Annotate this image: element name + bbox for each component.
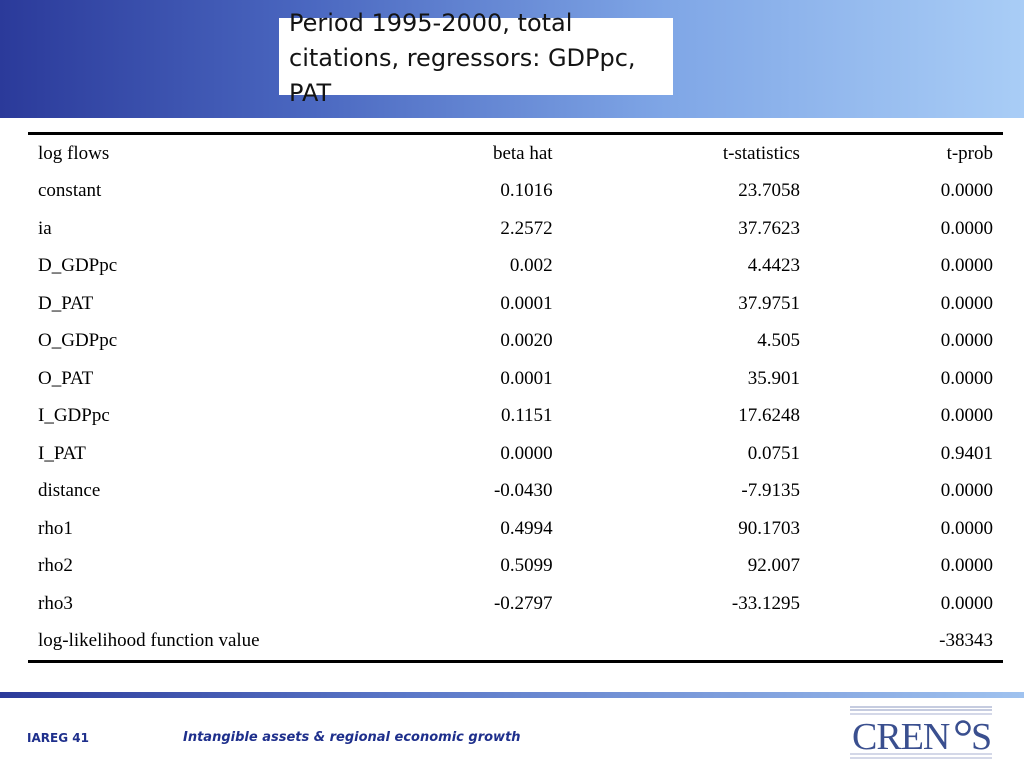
beta-cell: 0.5099 [500,555,553,577]
table-row [28,323,1003,361]
tstat-cell: 4.505 [757,330,800,352]
variable-cell: ia [38,217,52,239]
table-row [28,435,1003,473]
tstat-cell: 92.007 [747,555,800,577]
beta-cell: 0.0020 [500,330,553,352]
beta-cell: 0.0000 [500,442,553,464]
svg-text:S: S [971,716,993,758]
table-row [28,360,1003,398]
variable-cell: rho2 [38,555,73,577]
footer-rule [0,692,1024,698]
tprob-cell: 0.0000 [940,405,993,427]
table-row [28,473,1003,511]
table-header-row [28,135,1003,173]
regression-table [28,132,1003,663]
variable-cell: O_GDPpc [38,330,118,352]
beta-cell: 0.1016 [500,180,553,202]
footer-subtitle: Intangible assets & regional economic growth [183,730,521,745]
tstat-cell: -33.1295 [731,592,800,614]
table-row [28,248,1003,286]
tprob-cell: 0.0000 [940,255,993,277]
tstat-cell: 37.7623 [738,217,800,239]
tprob-cell: 0.0000 [940,180,993,202]
variable-cell: rho1 [38,517,73,539]
beta-cell [384,623,552,661]
tstat-cell: 23.7058 [738,180,800,202]
variable-cell: log-likelihood function value [38,630,260,652]
table-row [28,585,1003,623]
beta-cell: 0.4994 [500,517,553,539]
slide-title: Period 1995-2000, total citations, regressors: GDPpc, PAT [289,9,636,107]
tstat-cell: 4.4423 [747,255,800,277]
tprob-cell: 0.0000 [940,217,993,239]
variable-cell: I_GDPpc [38,405,110,427]
table-row [28,173,1003,211]
tstat-cell: 0.0751 [747,442,800,464]
tstat-cell [553,623,800,661]
header-cell: beta hat [492,142,553,164]
tprob-cell: 0.0000 [940,480,993,502]
beta-cell: 0.0001 [500,367,553,389]
beta-cell: 0.1151 [501,405,553,427]
beta-cell: 0.0001 [500,292,553,314]
beta-cell: 0.002 [509,255,553,277]
header-cell: t-prob [946,142,993,164]
tprob-cell: 0.0000 [940,592,993,614]
tstat-cell: -7.9135 [741,480,800,502]
tprob-cell: 0.9401 [940,442,993,464]
header-cell: t-statistics [722,142,800,164]
beta-cell: -0.2797 [493,592,553,614]
variable-cell: O_PAT [38,367,94,389]
table-row [28,398,1003,436]
table-row [28,210,1003,248]
table-row [28,623,1003,661]
table-row [28,548,1003,586]
tstat-cell: 17.6248 [738,405,800,427]
table-row [28,510,1003,548]
variable-cell: constant [38,180,102,202]
tprob-cell: 0.0000 [940,555,993,577]
tprob-cell: 0.0000 [940,330,993,352]
header-cell: log flows [38,142,110,164]
slide-number-label: IAREG 41 [27,731,89,745]
tstat-cell: 90.1703 [738,517,800,539]
svg-text:CREN: CREN [852,716,950,758]
variable-cell: I_PAT [38,442,86,464]
beta-cell: 2.2572 [500,217,553,239]
tprob-cell: 0.0000 [940,292,993,314]
beta-cell: -0.0430 [493,480,553,502]
tprob-cell: -38343 [939,630,993,652]
crenos-logo [846,704,996,762]
table-row [28,285,1003,323]
variable-cell: D_GDPpc [38,255,118,277]
variable-cell: rho3 [38,592,73,614]
tstat-cell: 37.9751 [738,292,800,314]
tstat-cell: 35.901 [747,367,800,389]
tprob-cell: 0.0000 [940,517,993,539]
variable-cell: D_PAT [38,292,94,314]
variable-cell: distance [38,480,101,502]
tprob-cell: 0.0000 [940,367,993,389]
